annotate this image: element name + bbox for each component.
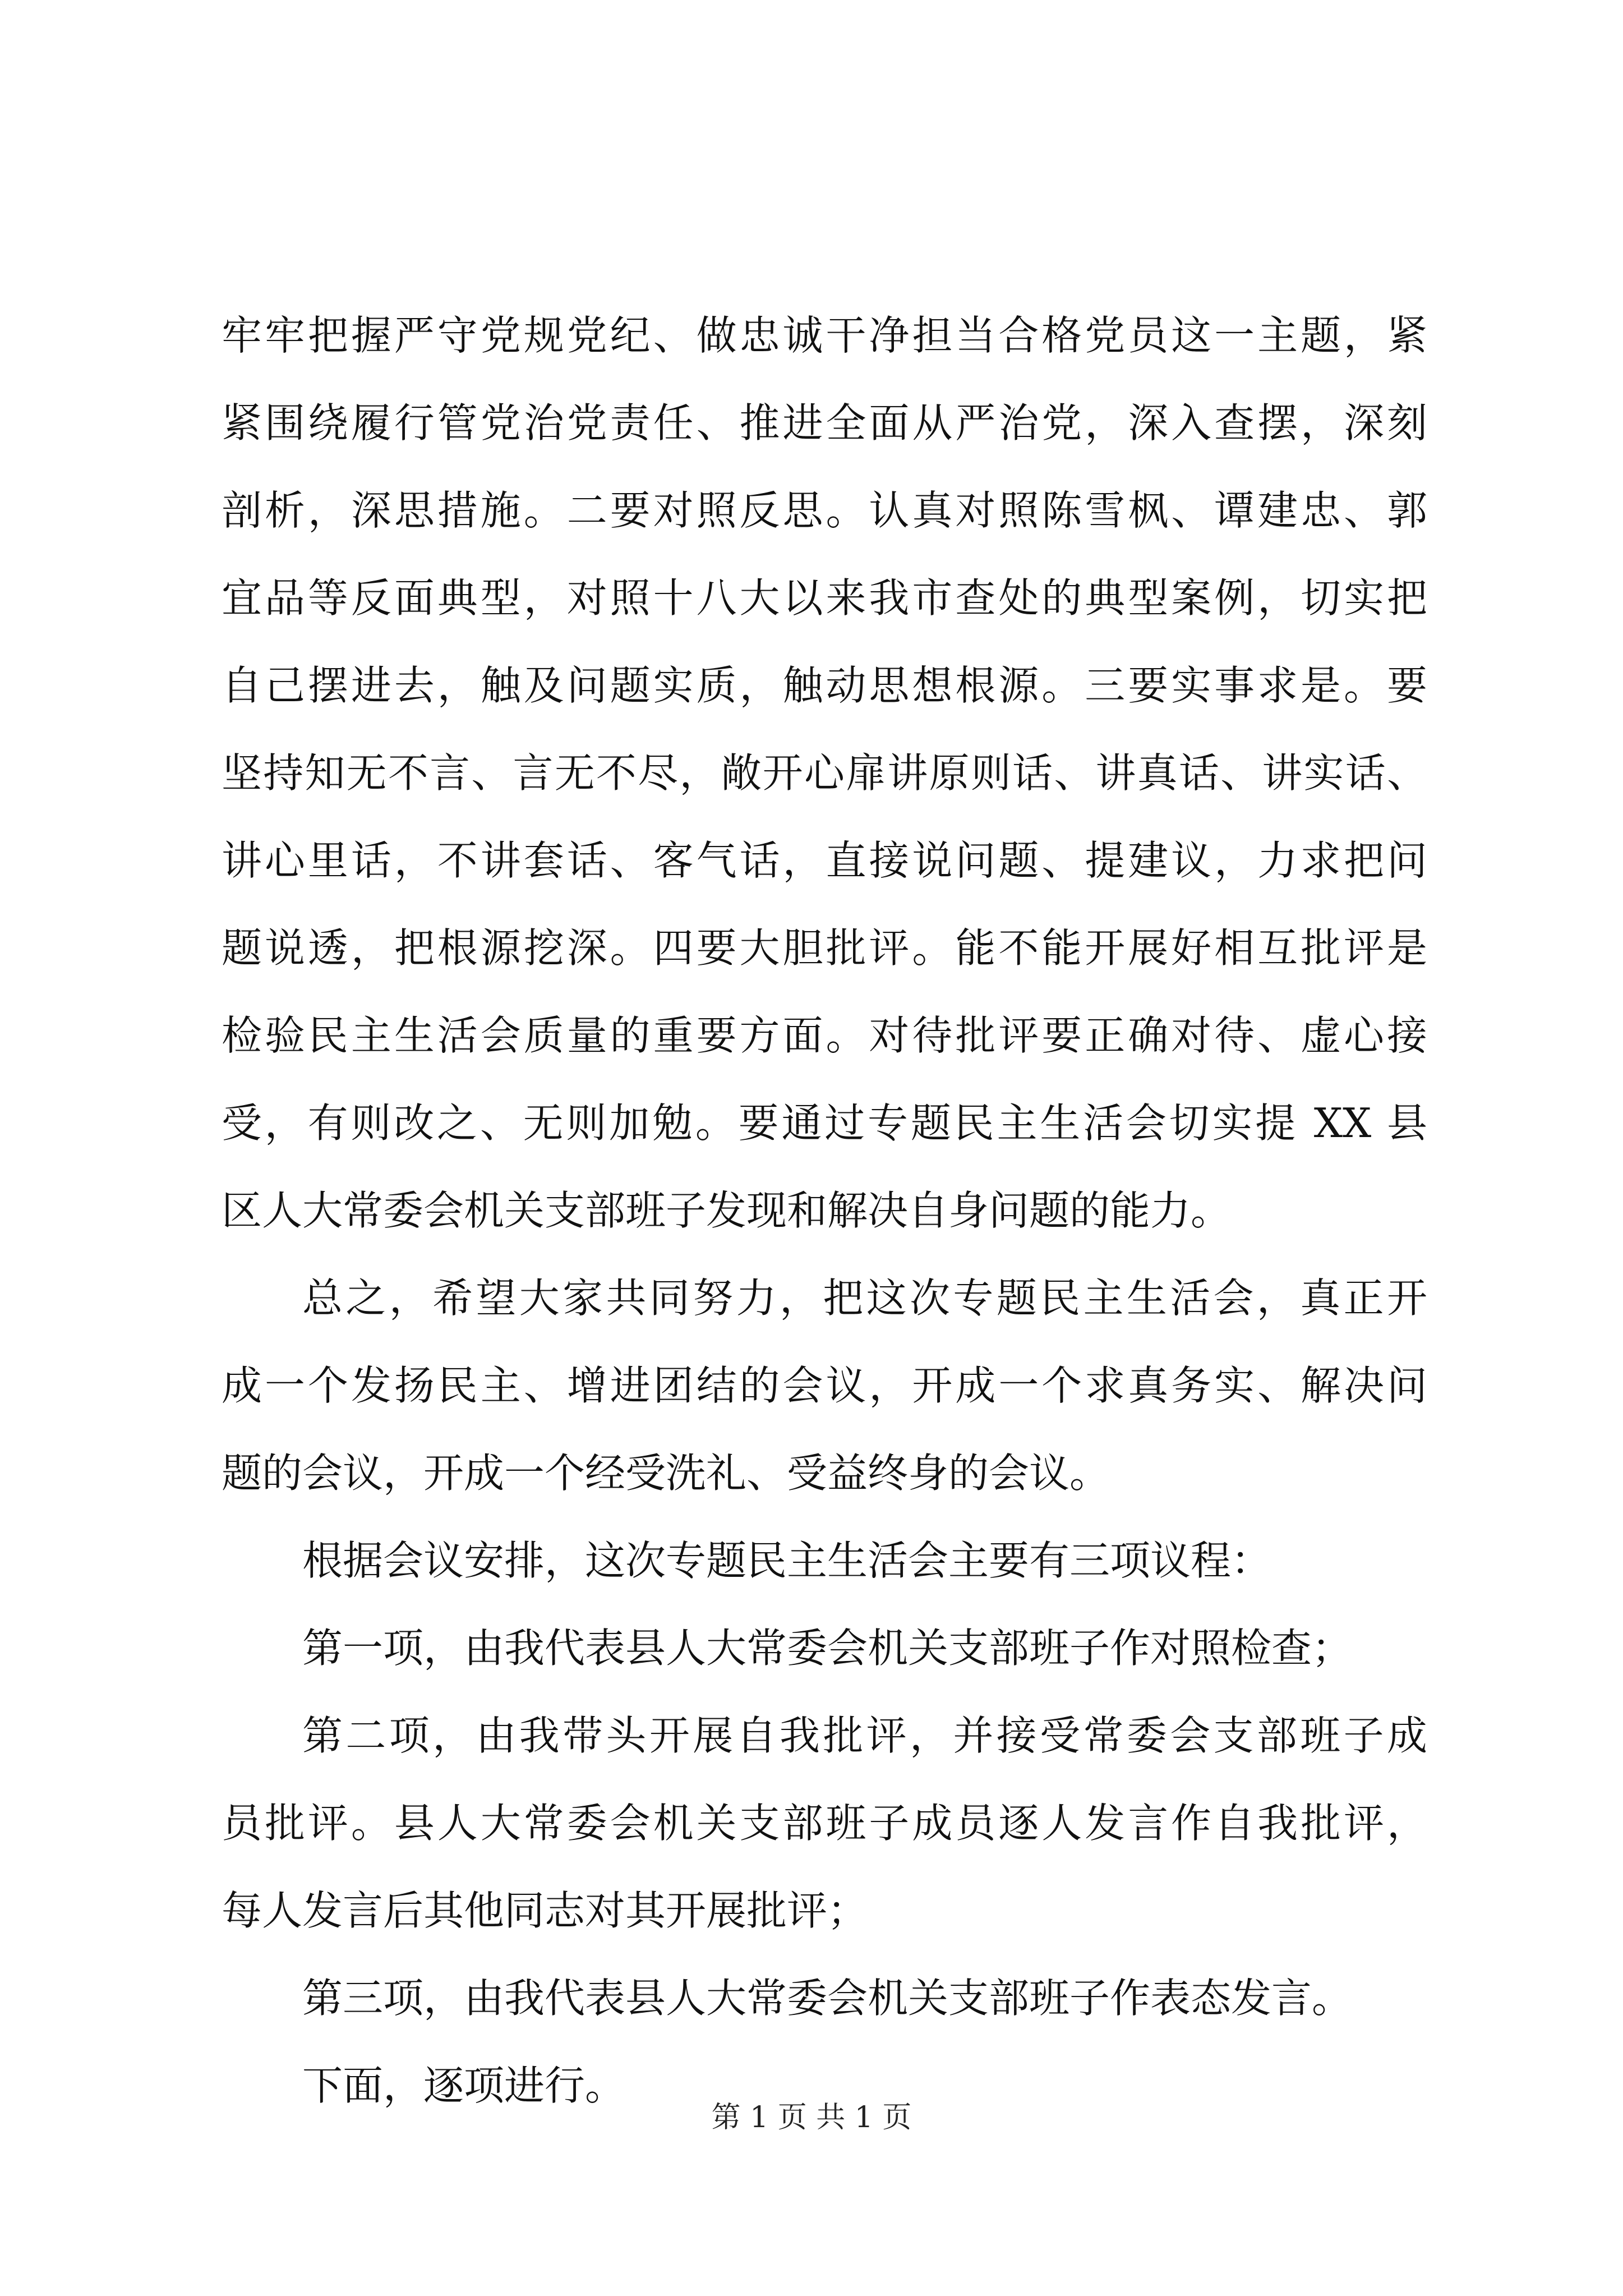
text-line: 讲心里话，不讲套话、客气话，直接说问题、提建议，力求把问: [222, 837, 1427, 884]
text-line: 每人发言后其他同志对其开展批评；: [222, 1887, 868, 1934]
text-line: 员批评。县人大常委会机关支部班子成员逐人发言作自我批评，: [222, 1800, 1427, 1847]
text-line: 牢牢把握严守党规党纪、做忠诚干净担当合格党员这一主题，紧: [222, 312, 1427, 359]
text-line: 受，有则改之、无则加勉。要通过专题民主生活会切实提 XX 县: [222, 1099, 1427, 1147]
text-line: 剖析，深思措施。二要对照反思。认真对照陈雪枫、谭建忠、郭: [222, 487, 1427, 534]
text-line: 下面，逐项进行。: [302, 2062, 626, 2109]
text-line: 题说透，把根源挖深。四要大胆批评。能不能开展好相互批评是: [222, 924, 1427, 972]
text-line: 总之，希望大家共同努力，把这次专题民主生活会，真正开: [302, 1274, 1427, 1322]
text-line: 坚持知无不言、言无不尽，敞开心扉讲原则话、讲真话、讲实话、: [222, 749, 1427, 797]
text-line: 根据会议安排，这次专题民主生活会主要有三项议程：: [302, 1537, 1272, 1584]
text-line: 检验民主生活会质量的重要方面。对待批评要正确对待、虚心接: [222, 1012, 1427, 1059]
text-line: 自己摆进去，触及问题实质，触动思想根源。三要实事求是。要: [222, 662, 1427, 709]
text-line: 题的会议，开成一个经受洗礼、受益终身的会议。: [222, 1450, 1110, 1497]
text-line: 第三项，由我代表县人大常委会机关支部班子作表态发言。: [302, 1975, 1353, 2022]
text-line: 紧围绕履行管党治党责任、推进全面从严治党，深入查摆，深刻: [222, 399, 1427, 447]
document-body: [222, 292, 1427, 2129]
text-line: 第一项，由我代表县人大常委会机关支部班子作对照检查；: [302, 1625, 1353, 1672]
page-number-footer: 第 1 页 共 1 页: [711, 2101, 912, 2134]
text-line: 第二项，由我带头开展自我批评，并接受常委会支部班子成: [302, 1712, 1427, 1759]
text-line: 成一个发扬民主、增进团结的会议，开成一个求真务实、解决问: [222, 1362, 1427, 1409]
text-line: 宜品等反面典型，对照十八大以来我市查处的典型案例，切实把: [222, 574, 1427, 622]
text-line: 区人大常委会机关支部班子发现和解决自身问题的能力。: [222, 1187, 1232, 1234]
